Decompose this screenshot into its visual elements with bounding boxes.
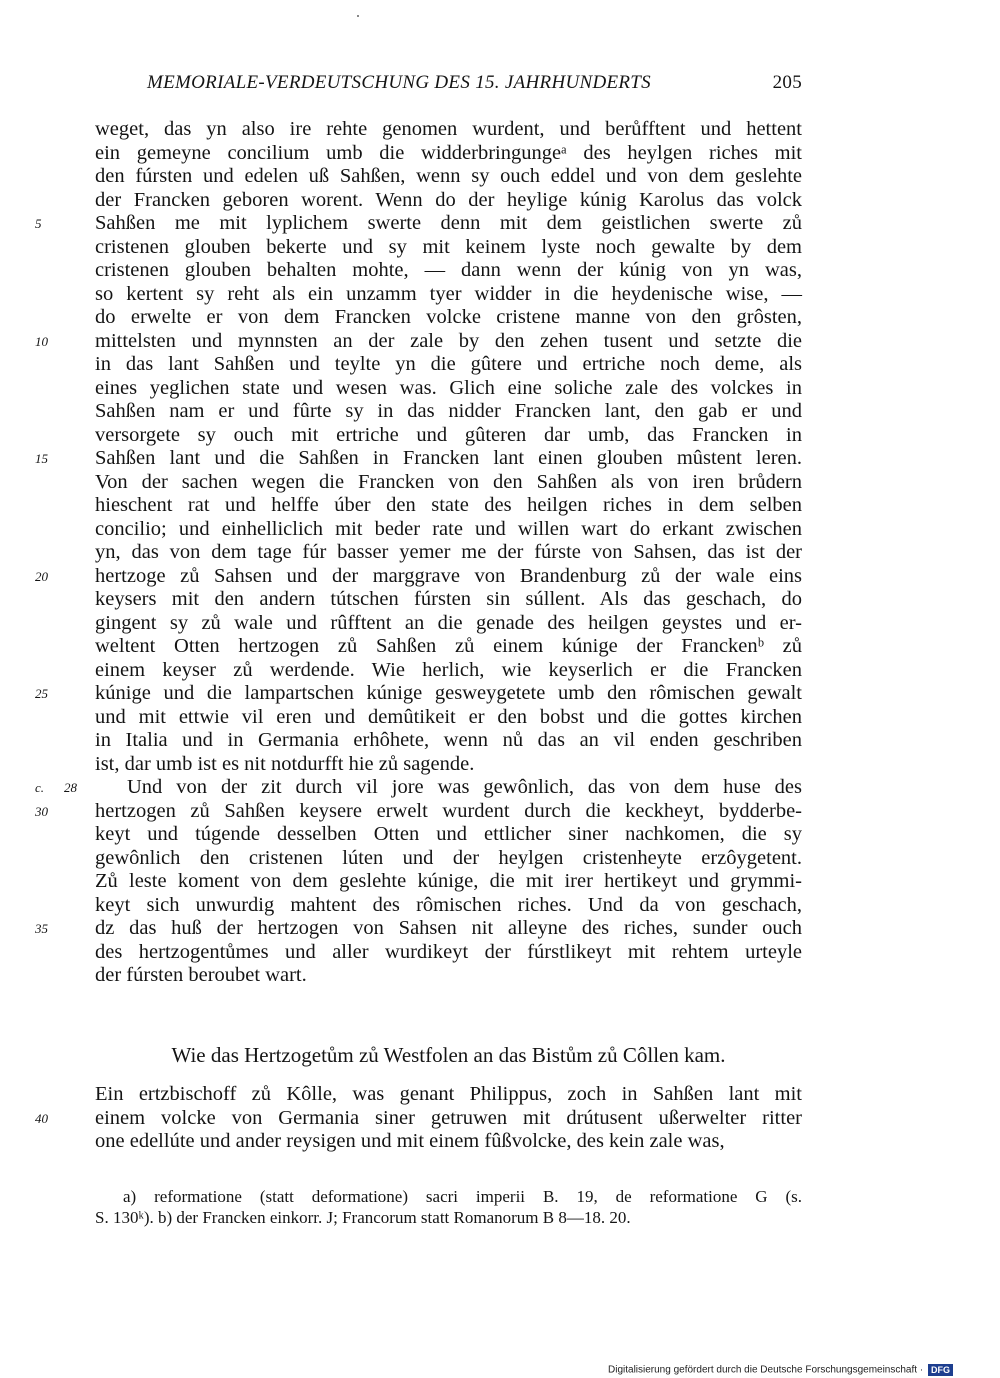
credit-text: Digitalisierung gefördert durch die Deutsche Forschungsgemeinschaft ·: [608, 1364, 924, 1376]
line-text: dz das huß der hertzogen von Sahsen nit alleyne des riches, sunder ouch: [95, 917, 802, 939]
text-line: [95, 612, 802, 636]
text-line: [95, 964, 802, 988]
line-text: so kertent sy reht als ein unzamm tyer widder in die heydenische wise, —: [95, 282, 802, 305]
footnotes: [95, 1186, 802, 1228]
footnote-line: S. 130ᵏ). b) der Francken einkorr. J; Francorum statt Romanorum B 8—18. 20.: [95, 1208, 631, 1227]
line-text: in Italia und in Germania erhôhete, wenn nů das an vil enden geschriben: [95, 729, 802, 751]
line-text: Sahßen lant und die Sahßen in Francken lant einen glouben mûstent leren.: [95, 447, 802, 469]
line-text: Zů leste koment von dem geslehte kúnige, die mit irer hertikeyt und grymmi-: [95, 870, 802, 892]
line-text: und mit ettwie vil eren und demûtikeit er den bobst und die gottes kirchen: [95, 705, 802, 728]
text-line: [95, 283, 802, 307]
text-line: [95, 847, 802, 871]
text-line: [95, 471, 802, 495]
line-text: hertzogen zů Sahßen keysere erwelt wurdent durch die keckheyt, bydderbe-: [95, 799, 802, 822]
text-line: [95, 823, 802, 847]
line-number: 25: [35, 686, 48, 701]
line-text: mittelsten und mynnsten an der zale by den zehen tusent und setzte die: [95, 329, 802, 352]
line-number: 35: [35, 921, 48, 936]
text-line: [95, 306, 802, 330]
text-line: [95, 424, 802, 448]
text-line: [95, 588, 802, 612]
text-line: [95, 259, 802, 283]
line-text: one edellúte und ander reysigen und mit einem fûßvolcke, des kein zale was,: [95, 1130, 725, 1152]
line-text: do erwelte er von dem Francken volcke cristene manne von den grôsten,: [95, 306, 802, 328]
text-line: [95, 635, 802, 659]
section-text: [35, 1083, 802, 1154]
line-text: cristenen glouben behalten mohte, — dann wenn der kúnig von yn was,: [95, 259, 802, 281]
line-text: einem keyser zů werdende. Wie herlich, wie keyserlich er die Francken: [95, 658, 802, 681]
text-line: [95, 165, 802, 189]
line-number: 40: [35, 1110, 48, 1126]
text-line: [95, 118, 802, 142]
line-text: weget, das yn also ire rehte genomen wurdent, und berůfftent und hettent: [95, 118, 802, 140]
text-line: [35, 212, 802, 236]
line-text: hieschent rat und helffe úber den state des heilgen riches in dem selben: [95, 494, 802, 516]
footnote-line: a) reformatione (statt deformatione) sacri imperii B. 19, de reformatione G (s.: [123, 1187, 802, 1206]
text-line: [35, 917, 802, 941]
line-text: keysers mit den andern tútschen fúrsten sin súllent. Als das geschach, do: [95, 588, 802, 610]
text-line: [95, 659, 802, 683]
text-line: [95, 1130, 802, 1154]
text-line: [35, 776, 802, 800]
text-line: [95, 377, 802, 401]
main-text: [35, 118, 802, 988]
line-text: den fúrsten und edelen uß Sahßen, wenn sy ouch eddel und von dem geslehte: [95, 165, 802, 187]
dfg-logo: DFG: [928, 1364, 953, 1376]
text-line: [95, 753, 802, 777]
line-text: Sahßen me mit lyplichem swerte denn mit dem geistlichen swerte zů: [95, 212, 802, 234]
line-text: eines yeglichen state und wesen was. Glich eine soliche zale des volckes in: [95, 376, 802, 399]
line-text: weltent Otten hertzogen zů Sahßen zů einem kúnige der Franckenᵇ zů: [95, 635, 802, 657]
text-line: [95, 729, 802, 753]
text-line: [95, 518, 802, 542]
line-text: des hertzogentůmes und aller wurdikeyt der fúrstlikeyt mit rehtem urteyle: [95, 940, 802, 963]
line-text: in das lant Sahßen und teylte yn die gûtere und ertriche noch deme, als: [95, 353, 802, 375]
text-line: [35, 1106, 802, 1131]
line-number: 10: [35, 333, 48, 349]
text-line: [95, 236, 802, 260]
text-line: [35, 564, 802, 589]
line-text: kúnige und die lampartschen kúnige gesweygetete umb den rômischen gewalt: [95, 682, 802, 704]
line-text: gewônlich den cristenen lúten und der heylgen cristenheyte erzôygetent.: [95, 846, 802, 869]
line-text: hertzoge zů Sahsen und der marggrave von Brandenburg zů der wale eins: [95, 564, 802, 587]
line-text: keyt sich unwurdig mahtent des rômischen riches. Und da von geschach,: [95, 893, 802, 916]
line-text: ein gemeyne concilium umb die widderbringungeᵃ des heylgen riches mit: [95, 141, 802, 164]
page-number: 205: [772, 72, 802, 93]
text-line: [35, 799, 802, 824]
section-heading: Wie das Hertzogetům zů Westfolen an das Bistům zů Côllen kam.: [171, 1043, 726, 1067]
line-text: einem volcke von Germania siner getruwen mit drútusent ußerwelter ritter: [95, 1106, 802, 1129]
print-speck: [357, 15, 359, 17]
text-line: [95, 189, 802, 213]
line-text: versorgete sy ouch mit ertriche und gûteren dar umb, das Francken in: [95, 423, 802, 446]
line-text: Und von der zit durch vil jore was gewônlich, das von dem huse des: [127, 776, 802, 798]
line-number: 5: [35, 216, 42, 231]
line-text: gingent sy zů wale und rûfftent an die genade des heilgen geystes und er-: [95, 611, 802, 634]
text-line: [95, 353, 802, 377]
header-title: MEMORIALE-VERDEUTSCHUNG DES 15. JAHRHUNDERTS: [147, 72, 651, 93]
text-line: [95, 870, 802, 894]
line-text: keyt und túgende desselben Otten und ettlicher siner nachkomen, die sy: [95, 823, 802, 845]
text-line: [35, 329, 802, 354]
line-text: der Francken geboren worent. Wenn do der heylige kúnig Karolus das volck: [95, 188, 802, 211]
digitization-credit: [608, 1364, 953, 1376]
text-line: [95, 706, 802, 730]
text-line: [95, 142, 802, 166]
line-number: c. 28: [35, 780, 77, 795]
line-text: Ein ertzbischoff zů Kôlle, was genant Philippus, zoch in Sahßen lant mit: [95, 1083, 802, 1105]
text-line: [95, 541, 802, 565]
line-text: Sahßen nam er und fûrte sy in das nidder Francken lant, den gab er und: [95, 400, 802, 422]
line-text: cristenen glouben bekerte und sy mit keinem lyste noch gewalte by dem: [95, 235, 802, 258]
line-number: 20: [35, 568, 48, 584]
text-line: [35, 447, 802, 471]
text-line: [95, 1083, 802, 1107]
line-text: Von der sachen wegen die Francken von den Sahßen als von iren brůdern: [95, 470, 802, 493]
text-line: [95, 494, 802, 518]
text-line: [95, 894, 802, 918]
line-number: 30: [35, 803, 48, 819]
text-line: [95, 941, 802, 965]
text-line: [95, 400, 802, 424]
line-text: yn, das von dem tage fúr basser yemer me der fúrste von Sahsen, das ist der: [95, 541, 802, 563]
line-text: concilio; und einhelliclich mit beder rate und willen wart do erkant zwischen: [95, 517, 802, 540]
text-line: [35, 682, 802, 706]
line-number: 15: [35, 451, 48, 466]
line-text: ist, dar umb ist es nit notdurfft hie zů sagende.: [95, 752, 475, 775]
line-text: der fúrsten beroubet wart.: [95, 964, 307, 986]
